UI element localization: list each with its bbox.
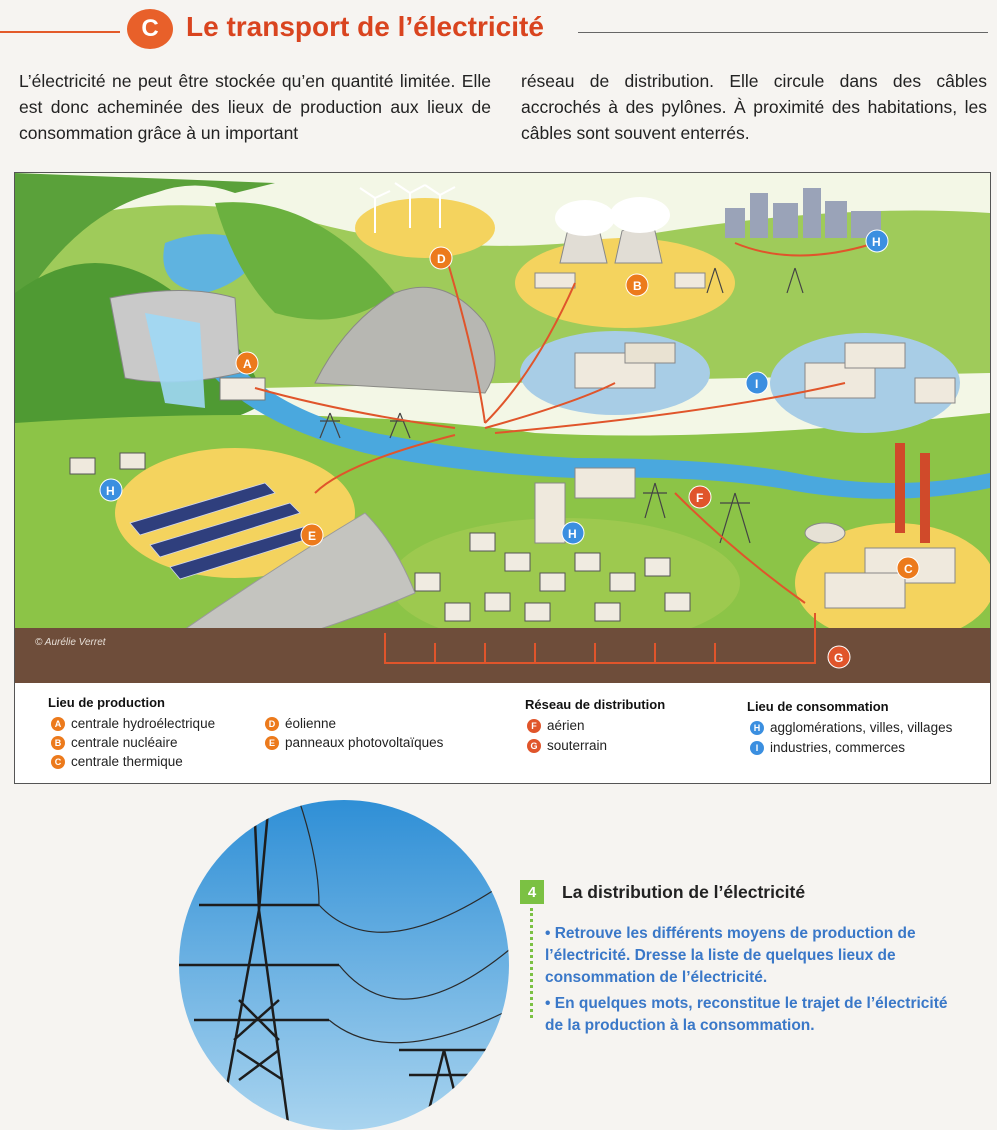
- svg-text:C: C: [904, 562, 913, 576]
- marker-a: [236, 352, 258, 374]
- marker-i: [746, 372, 768, 394]
- marker-f: [689, 486, 711, 508]
- legend-item: E panneaux photovoltaïques: [265, 735, 443, 750]
- pylons-illustration: [179, 800, 509, 1130]
- legend-item: F aérien: [527, 718, 585, 733]
- marker-b: [626, 274, 648, 296]
- electricity-transport-diagram: [14, 172, 991, 784]
- legend-item: B centrale nucléaire: [51, 735, 178, 750]
- landscape-illustration: [15, 173, 990, 683]
- marker-h-village: [562, 522, 584, 544]
- legend-item: G souterrain: [527, 738, 607, 753]
- svg-text:G: G: [834, 651, 844, 665]
- section-title: Le transport de l’électricité: [186, 11, 544, 42]
- activity-dotted-rule: [530, 908, 533, 1018]
- svg-text:H: H: [568, 527, 577, 541]
- legend-item: I industries, commerces: [750, 740, 905, 755]
- svg-text:D: D: [437, 252, 446, 266]
- legend-item: H agglomérations, villes, villages: [750, 720, 952, 735]
- marker-c: [897, 557, 919, 579]
- activity-question-1: • Retrouve les différents moyens de production de l’électricité. Dresse la liste de quelques lieux de consommation de l’électricité.: [545, 925, 916, 986]
- legend-heading-distribution: Réseau de distribution: [525, 697, 666, 712]
- activity-question-2: • En quelques mots, reconstitue le trajet de l’électricité de la production à la consommation.: [545, 995, 948, 1034]
- svg-text:E: E: [308, 529, 317, 543]
- marker-h-left: [100, 479, 122, 501]
- header-rule-right: [578, 32, 988, 33]
- marker-g: [828, 646, 850, 668]
- intro-text-right: réseau de distribution. Elle circule dans des câbles accrochés à des pylônes. À proximité des habitations, les câbles sont souvent enterrés.: [521, 71, 987, 143]
- marker-h-city: [866, 230, 888, 252]
- legend-item: C centrale thermique: [51, 754, 183, 769]
- svg-text:H: H: [106, 484, 115, 498]
- svg-text:B: B: [633, 279, 642, 293]
- marker-e: [301, 524, 323, 546]
- legend-item: A centrale hydroélectrique: [51, 716, 215, 731]
- marker-d: [430, 247, 452, 269]
- header-rule-left: [0, 31, 120, 33]
- intro-text-left: L’électricité ne peut être stockée qu’en quantité limitée. Elle est donc acheminée des lieux de production aux lieux de consommation grâce à un important: [19, 71, 491, 143]
- legend-heading-consumption: Lieu de consommation: [747, 699, 889, 714]
- legend-heading-production: Lieu de production: [48, 695, 165, 710]
- illustration-credit: © Aurélie Verret: [35, 637, 106, 648]
- svg-text:A: A: [243, 357, 252, 371]
- svg-text:H: H: [872, 235, 881, 249]
- activity-title: La distribution de l’électricité: [562, 882, 806, 902]
- section-badge: C: [127, 9, 173, 49]
- activity-number: 4: [520, 880, 544, 904]
- legend-item: D éolienne: [265, 716, 336, 731]
- svg-text:I: I: [755, 377, 759, 391]
- diagram-legend: [15, 683, 990, 783]
- section-header: [0, 0, 997, 60]
- svg-text:F: F: [696, 491, 704, 505]
- pylons-photo: [179, 800, 509, 1130]
